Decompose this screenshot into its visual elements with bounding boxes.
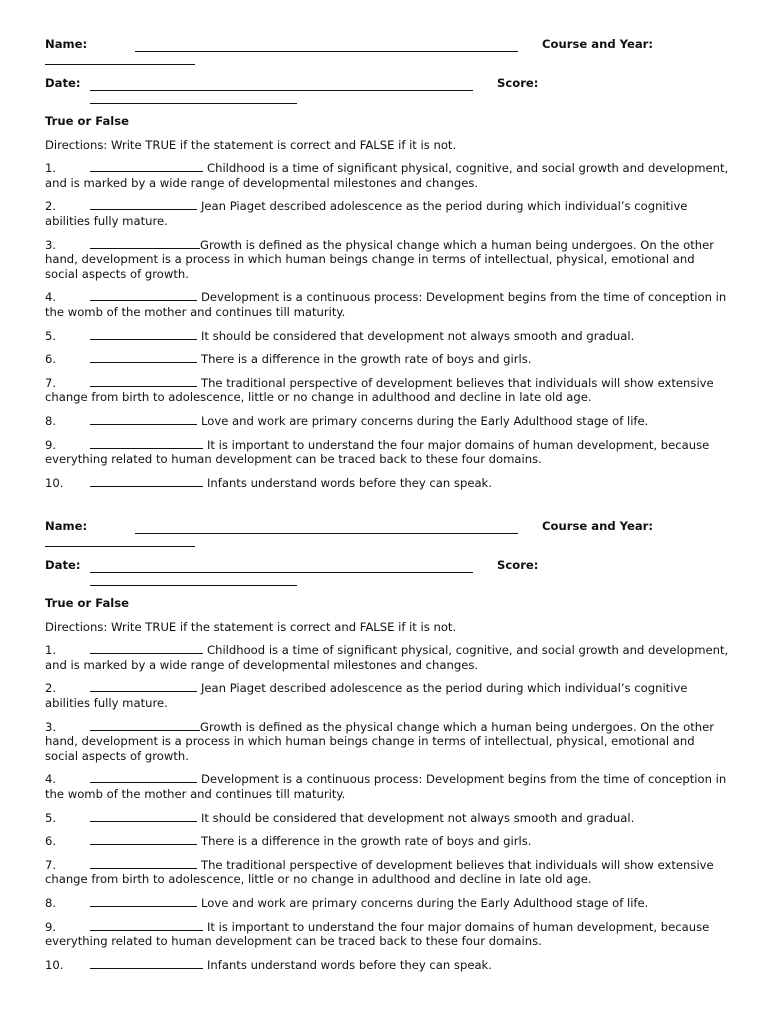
answer-blank[interactable]: [90, 680, 197, 692]
section-title: True or False: [45, 596, 130, 610]
question-text: Infants understand words before they can speak.: [207, 475, 492, 490]
answer-blank[interactable]: [90, 328, 197, 340]
question-item: [45, 833, 729, 849]
question-item: [45, 437, 729, 467]
question-text: Infants understand words before they can speak.: [207, 957, 492, 972]
question-item: [45, 375, 729, 405]
answer-blank[interactable]: [90, 957, 203, 969]
question-item: [45, 857, 729, 887]
question-number: 3.: [45, 237, 57, 252]
answer-blank[interactable]: [90, 771, 197, 783]
question-item: [45, 771, 729, 801]
question-number: 5.: [45, 810, 57, 825]
course-year-blank[interactable]: [45, 50, 195, 65]
question-number: 3.: [45, 719, 57, 734]
answer-blank[interactable]: [90, 198, 197, 210]
question-item: [45, 957, 729, 973]
question-text: It should be considered that development not always smooth and gradual.: [201, 328, 635, 343]
question-number: 2.: [45, 681, 57, 696]
answer-blank[interactable]: [90, 719, 200, 731]
question-text: The traditional perspective of development believes that individuals will show extensive change from birth to adolescence, little or no change in adulthood and decline in late old age.: [45, 857, 714, 887]
question-text: There is a difference in the growth rate of boys and girls.: [201, 352, 532, 367]
course-year-blank-row: [45, 534, 729, 549]
score-blank[interactable]: [90, 89, 297, 104]
question-number: 9.: [45, 919, 57, 934]
question-text: It is important to understand the four major domains of human development, because everything related to human development can be traced back to these four domains.: [45, 919, 710, 949]
question-item: [45, 351, 729, 367]
date-label: Date:: [45, 76, 81, 90]
answer-blank[interactable]: [90, 895, 197, 907]
answer-blank[interactable]: [90, 642, 203, 654]
question-item: [45, 719, 729, 764]
quiz-copy-1: [45, 37, 729, 498]
question-text: Jean Piaget described adolescence as the period during which individual’s cognitive abilities fully mature.: [45, 199, 688, 228]
answer-blank[interactable]: [90, 375, 197, 387]
question-item: [45, 328, 729, 344]
question-number: 9.: [45, 437, 57, 452]
question-text: Childhood is a time of significant physical, cognitive, and social growth and development, and is marked by a wide range of developmental milestones and changes.: [45, 161, 729, 190]
question-text: Childhood is a time of significant physical, cognitive, and social growth and development, and is marked by a wide range of developmental milestones and changes.: [45, 643, 729, 672]
answer-blank[interactable]: [90, 437, 203, 449]
answer-blank[interactable]: [90, 413, 197, 425]
section-title: True or False: [45, 114, 130, 128]
question-item: [45, 475, 729, 491]
answer-blank[interactable]: [90, 919, 203, 931]
question-text: Growth is defined as the physical change which a human being undergoes. On the other hand, development is a process in which human beings change in terms of intellectual, physical, emotional and social aspects of growth.: [45, 719, 715, 763]
directions-text: Directions: Write TRUE if the statement is correct and FALSE if it is not.: [45, 619, 457, 634]
score-label: Score:: [497, 76, 539, 90]
question-text: Development is a continuous process: Development begins from the time of conception in the womb of the mother and continues till maturity.: [45, 772, 727, 801]
question-item: [45, 413, 729, 429]
name-label: Name:: [45, 519, 88, 533]
question-item: [45, 919, 729, 949]
question-item: [45, 680, 729, 710]
name-label: Name:: [45, 37, 88, 51]
answer-blank[interactable]: [90, 289, 197, 301]
course-year-label: Course and Year:: [542, 519, 654, 533]
answer-blank[interactable]: [90, 237, 200, 249]
question-text: There is a difference in the growth rate of boys and girls.: [201, 834, 532, 849]
score-blank-row: [45, 573, 729, 588]
question-text: The traditional perspective of development believes that individuals will show extensive change from birth to adolescence, little or no change in adulthood and decline in late old age.: [45, 375, 714, 405]
question-number: 5.: [45, 328, 57, 343]
question-number: 6.: [45, 834, 57, 849]
question-text: Love and work are primary concerns during the Early Adulthood stage of life.: [201, 413, 649, 428]
score-blank[interactable]: [90, 571, 297, 586]
question-number: 4.: [45, 290, 57, 305]
answer-blank[interactable]: [90, 857, 197, 869]
course-year-label: Course and Year:: [542, 37, 654, 51]
question-text: Development is a continuous process: Development begins from the time of conception in the womb of the mother and continues till maturity.: [45, 290, 727, 319]
question-number: 1.: [45, 161, 57, 176]
question-number: 6.: [45, 352, 57, 367]
directions-text: Directions: Write TRUE if the statement is correct and FALSE if it is not.: [45, 137, 457, 152]
question-text: It is important to understand the four major domains of human development, because everything related to human development can be traced back to these four domains.: [45, 437, 710, 467]
answer-blank[interactable]: [90, 475, 203, 487]
question-item: [45, 810, 729, 826]
course-year-blank[interactable]: [45, 532, 195, 547]
question-item: [45, 895, 729, 911]
score-label: Score:: [497, 558, 539, 572]
question-item: [45, 160, 729, 190]
question-text: Love and work are primary concerns during the Early Adulthood stage of life.: [201, 895, 649, 910]
question-text: It should be considered that development not always smooth and gradual.: [201, 810, 635, 825]
question-text: Growth is defined as the physical change which a human being undergoes. On the other hand, development is a process in which human beings change in terms of intellectual, physical, emotional and social aspects of growth.: [45, 237, 715, 281]
question-number: 7.: [45, 375, 57, 390]
question-number: 4.: [45, 772, 57, 787]
quiz-copy-2: [45, 519, 729, 980]
answer-blank[interactable]: [90, 160, 203, 172]
answer-blank[interactable]: [90, 810, 197, 822]
date-label: Date:: [45, 558, 81, 572]
question-number: 7.: [45, 857, 57, 872]
course-year-blank-row: [45, 52, 729, 67]
answer-blank[interactable]: [90, 833, 197, 845]
question-number: 10.: [45, 475, 64, 490]
question-item: [45, 198, 729, 228]
question-number: 10.: [45, 957, 64, 972]
question-number: 8.: [45, 413, 57, 428]
question-text: Jean Piaget described adolescence as the period during which individual’s cognitive abilities fully mature.: [45, 681, 688, 710]
question-item: [45, 642, 729, 672]
answer-blank[interactable]: [90, 351, 197, 363]
question-number: 8.: [45, 895, 57, 910]
question-number: 2.: [45, 199, 57, 214]
question-item: [45, 289, 729, 319]
question-item: [45, 237, 729, 282]
score-blank-row: [45, 91, 729, 106]
question-number: 1.: [45, 643, 57, 658]
